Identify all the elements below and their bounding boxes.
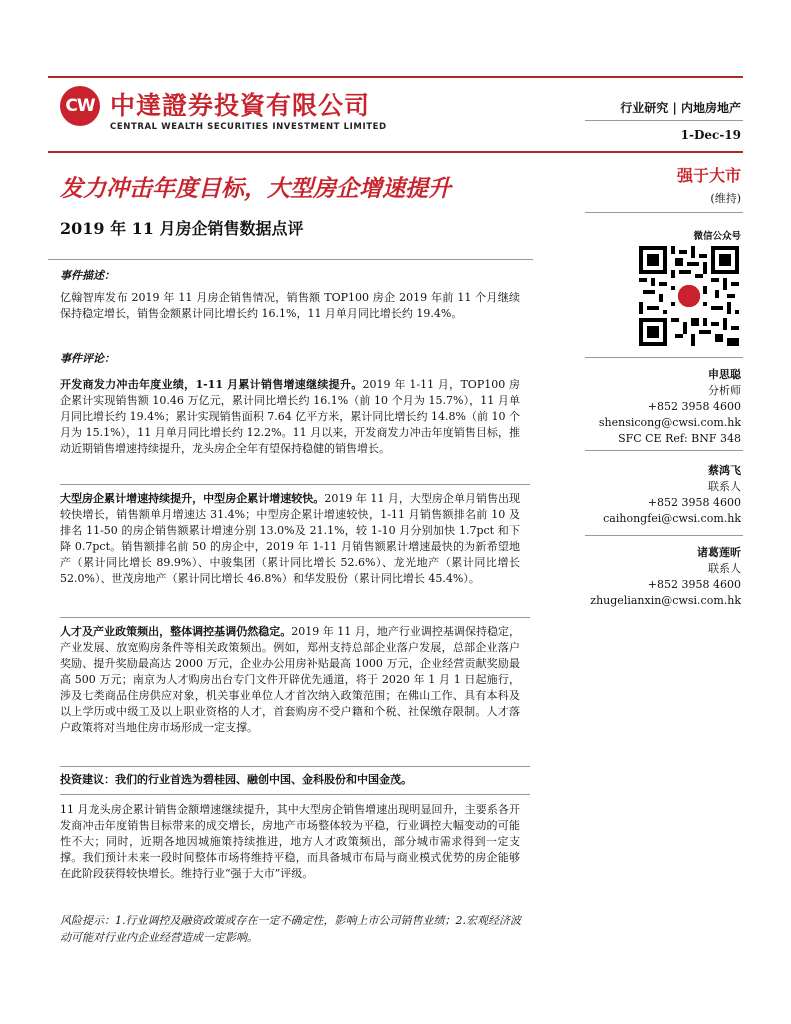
analyst-card <box>561 367 741 447</box>
analyst-email[interactable]: zhugelianxin@cwsi.com.hk <box>590 594 741 607</box>
qr-divider <box>585 357 743 358</box>
paragraph-divider <box>60 794 530 795</box>
paragraph-heading: 大型房企累计增速持续提升，中型房企累计增速较快。 <box>60 492 325 505</box>
paragraph-divider <box>60 484 530 485</box>
analyst-phone: +852 3958 4600 <box>647 496 741 509</box>
analyst-ref: SFC CE Ref: BNF 348 <box>618 432 741 445</box>
paragraph-large-firms <box>60 491 520 587</box>
paragraph-heading: 开发商发力冲击年度业绩，1-11 月累计销售增速继续提升。 <box>60 378 363 391</box>
paragraph-divider <box>60 766 530 767</box>
company-logo <box>60 86 100 126</box>
paragraph-policy <box>60 624 520 736</box>
paragraph-developer-sales <box>60 377 520 457</box>
wechat-label: 微信公众号 <box>693 231 741 242</box>
paragraph-heading: 投资建议： <box>60 773 115 786</box>
header-bottom-rule <box>48 151 743 153</box>
event-label: 事件描述： <box>60 269 115 282</box>
analyst-role: 分析师 <box>708 384 741 397</box>
risk-warning: 风险提示：1.行业调控及融资政策或存在一定不确定性，影响上市公司销售业绩；2.宏观经济波动可能对行业内企业经营造成一定影响。 <box>60 914 521 944</box>
header-right-divider <box>585 120 743 121</box>
paragraph-investment <box>60 772 520 788</box>
analyst-card <box>561 463 741 527</box>
paragraph-text: 我们的行业首选为碧桂园、融创中国、金科股份和中国金茂。 <box>115 773 412 786</box>
analyst-role: 联系人 <box>708 562 741 575</box>
report-date: 1-Dec-19 <box>680 128 741 142</box>
body-top-divider <box>48 259 533 260</box>
paragraph-outlook: 11 月龙头房企累计销售金额增速继续提升，其中大型房企销售增速出现明显回升，主要系各开发商冲击年度销售目标带来的成交增长，房地产市场整体较为平稳，行业调控大幅变动的可能性不大；同时，近期各地因城施策持续推进，地方人才政策频出，部分城市需求得到一定支撑。我们预计未来一段时间整体市场将维持平稳，而具备城市布局与商业模式优势的房企能够在此阶段获得较快增长。维持行业“强于大市”评级。 <box>60 803 520 880</box>
paragraph-heading: 人才及产业政策频出，整体调控基调仍然稳定。 <box>60 625 292 638</box>
analyst-phone: +852 3958 4600 <box>647 400 741 413</box>
analyst-email[interactable]: shensicong@cwsi.com.hk <box>598 416 741 429</box>
paragraph-divider <box>60 617 530 618</box>
rating-label: 强于大市 <box>676 166 741 185</box>
rating-divider <box>585 212 743 213</box>
analyst-email[interactable]: caihongfei@cwsi.com.hk <box>603 512 741 525</box>
company-name-cn: 中達證券投資有限公司 <box>110 91 371 120</box>
analyst-role: 联系人 <box>708 480 741 493</box>
event-paragraph: 亿翰智库发布 2019 年 11 月房企销售情况，销售额 TOP100 房企 2019 年前 11 个月继续保持稳定增长，销售金额累计同比增长约 16.1%，11 月单月同比增长约 19.4%。 <box>60 291 520 320</box>
analyst-name: 蔡鸿飞 <box>708 464 741 477</box>
paragraph-text: 2019 年 1-11 月，TOP100 房企累计实现销售额 10.46 万亿元，累计同比增长约 16.1%（前 10 个月为 15.7%），11 月单月同比增长约 19.4%；累计实现销售面积 7.64 亿平方米，累计同比增长约 14.8%（前 10 个月为 15.1%），11 月单月同比增长约 12.2%。11 月以来，开发商发力冲击年度销售目标，推动近期销售增速持续提升，龙头房企全年有望保持稳健的销售增长。 <box>60 378 521 455</box>
company-name-en: CENTRAL WEALTH SECURITIES INVESTMENT LIMITED <box>110 122 387 132</box>
analyst-card <box>561 545 741 609</box>
top-rule <box>48 76 743 78</box>
analyst-divider <box>585 535 743 536</box>
analyst-phone: +852 3958 4600 <box>647 578 741 591</box>
analyst-name: 申思聪 <box>708 368 741 381</box>
analyst-divider <box>585 450 743 451</box>
analyst-name: 诸葛莲昕 <box>697 546 741 559</box>
report-subtitle: 2019 年 11 月房企销售数据点评 <box>60 219 304 238</box>
paragraph-text: 2019 年 11 月，地产行业调控基调保持稳定，产业发展、放宽购房条件等相关政策频出。例如，郑州支持总部企业落户发展，总部企业落户奖励、提升奖励最高达 2000 万元，企业办公用房补贴最高 1000 万元，企业经营贡献奖励最高 500 万元；南京为人才购房出台专门文件开辟优先通道，将于 2020 年 1 月 1 日起施行，涉及七类商品住房供应对象，机关事业单位人才首次纳入政策范围；在佛山工作、具有本科及以上学历或中级工及以上职业资格的人才，首套购房不受户籍和个税、社保缴存限制。人才落户政策将对当地住房市场形成一定支撑。 <box>60 625 520 734</box>
report-category: 行业研究 | 内地房地产 <box>620 101 741 115</box>
logo-text: CW <box>65 96 95 116</box>
comment-label: 事件评论： <box>60 352 115 365</box>
wechat-qr-code <box>639 246 739 346</box>
rating-sub: (维持) <box>710 192 741 205</box>
report-title: 发力冲击年度目标，大型房企增速提升 <box>60 175 451 202</box>
paragraph-text: 2019 年 11 月，大型房企单月销售出现较快增长，销售额单月增速达 31.4%；中型房企累计增速较快，1-11 月销售额排名前 10 及排名 11-50 的房企销售额累计增速分别 13.0%及 21.1%，较 1-10 月分别加快 1.7pct 和下降 0.7pct。销售额排名前 50 的房企中，2019 年 1-11 月销售额累计增速最快的为新希望地产（累计同比增长 89.9%）、中骏集团（累计同比增长 52.6%）、龙光地产（累计同比增长 52.0%）、世茂房地产（累计同比增长 46.8%）和华发股份（累计同比增长 45.4%）。 <box>60 492 521 585</box>
